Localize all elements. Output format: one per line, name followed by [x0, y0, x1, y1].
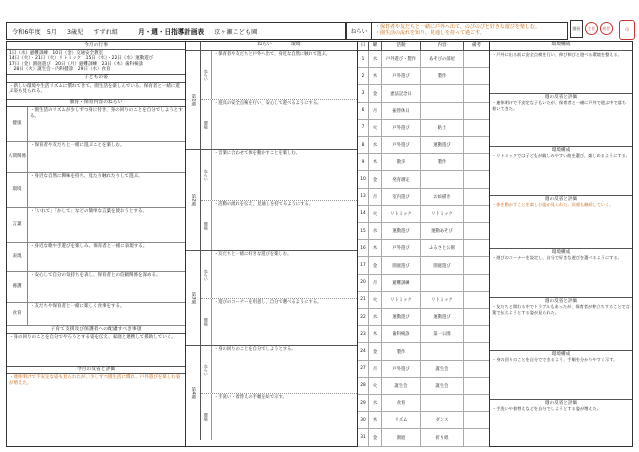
- cal-note: [464, 223, 489, 239]
- weekly-plan-header: ねらい 環境: [257, 42, 301, 47]
- care-key: 言葉: [7, 208, 28, 242]
- cal-weekday: 木: [369, 412, 382, 428]
- approval-stamps: [570, 20, 613, 38]
- week-label: 第4週: [186, 346, 201, 440]
- week-block: [186, 346, 357, 440]
- cal-activity: 振替休日: [382, 103, 421, 119]
- cal-weekday: 月: [369, 361, 382, 377]
- calendar-rows: [358, 51, 489, 447]
- cal-note: [464, 429, 489, 445]
- cal-activity: 運動遊び: [382, 223, 421, 239]
- side-stamp: 印: [619, 20, 635, 40]
- cal-activity: リトミック: [382, 292, 421, 308]
- eval-title: 週の反省と評価: [544, 299, 578, 304]
- col-activity: 活動: [382, 42, 421, 50]
- cal-content: リトミック: [421, 206, 464, 222]
- cal-day: 16: [358, 240, 369, 256]
- cal-weekday: 火: [369, 292, 382, 308]
- care-value: ・安心して自分の気持ちを表し、保育者との信頼関係を深める。: [30, 273, 161, 279]
- cal-day: 28: [358, 378, 369, 394]
- cal-day: 21: [358, 292, 369, 308]
- calendar-row: [358, 292, 489, 309]
- cal-day: 6: [358, 103, 369, 119]
- plan-header: [6, 22, 346, 40]
- cal-note: [464, 412, 489, 428]
- eval-text: ・手洗いや着替えなどを自分でしようとする姿が増えた。: [492, 406, 601, 412]
- eval-text: ・友だちと関わる中でトラブルもあったが、保育者が仲立ちすることで言葉で伝えようとする姿が見られた。: [492, 304, 630, 315]
- cal-weekday: 火: [369, 378, 382, 394]
- eval-text: ・連休明けで不安定な子もいたが、保育者と一緒に戸外で遊ぶ中で落ち着いてきた。: [492, 100, 627, 111]
- care-key: 表現: [7, 243, 28, 271]
- month-eval-text: ・連休明けで不安定な姿も見られたが、少しずつ園生活に慣れ、戸外遊びを楽しむ姿が増えた。: [9, 375, 181, 386]
- cal-weekday: 木: [369, 240, 382, 256]
- aim-line: ・園生活の流れを知り、見通しを持って過ごす。: [375, 30, 485, 36]
- cal-activity: 食育: [382, 395, 421, 411]
- cal-note: [464, 361, 489, 377]
- eval-text: ・戸外に出る前に安全点検を行い、伸び伸びと遊べる環境を整える。: [492, 52, 622, 57]
- cal-day: 2: [358, 68, 369, 84]
- eval-text: ・体を動かすことを楽しむ姿が見られた。次週も継続していく。: [492, 202, 614, 208]
- stamp-teacher: 担任: [600, 22, 613, 35]
- cal-content: 誕生会: [421, 361, 464, 377]
- care-value: ・保育者や友だちと一緒に遊ぶことを楽しむ。: [30, 143, 125, 149]
- monthly-overview: [6, 41, 186, 447]
- cal-weekday: 金: [369, 429, 382, 445]
- cal-day: 29: [358, 395, 369, 411]
- cal-content: リトミック: [421, 292, 464, 308]
- cal-content: ダンス: [421, 412, 464, 428]
- daily-calendar: [358, 41, 490, 447]
- child-header: 子どもの姿: [7, 75, 185, 83]
- cal-day: 20: [358, 275, 369, 291]
- cal-content: 粘土: [421, 120, 464, 136]
- care-value: ・身近な自然に興味を持ち、見たり触れたりして遊ぶ。: [30, 174, 143, 180]
- cal-weekday: 火: [369, 120, 382, 136]
- class-name: すずれ組: [93, 28, 119, 36]
- cal-activity: リズム: [382, 412, 421, 428]
- week-label: 第1週: [186, 51, 201, 149]
- cal-content: 誕生会: [421, 378, 464, 394]
- line-value: ・手洗い・着替えの手順を絵で示す。: [214, 395, 287, 400]
- cal-activity: 製作: [382, 343, 421, 359]
- cal-content: お絵描き: [421, 189, 464, 205]
- cal-note: [464, 171, 489, 187]
- plan-title: 月・週・日指導計画表: [138, 28, 205, 36]
- cal-day: 24: [358, 343, 369, 359]
- care-value: ・身近な歌や手遊びを楽しみ、保育者と一緒に表現する。: [30, 244, 148, 250]
- calendar-header: [358, 42, 489, 51]
- cal-day: 8: [358, 137, 369, 153]
- cal-note: [464, 51, 489, 67]
- eval-block: [490, 147, 632, 196]
- cal-content: [421, 171, 464, 187]
- line-value: ・遊びのコーナーを用意し、自分で選べるようにする。: [214, 300, 322, 305]
- cal-activity: 戸外遊び: [382, 120, 421, 136]
- weekly-plan: [186, 41, 358, 447]
- school-name: 京ヶ瀬こども園: [214, 28, 258, 36]
- eval-block: [490, 94, 632, 147]
- calendar-row: [358, 171, 489, 188]
- cal-day: 9: [358, 154, 369, 170]
- eval-title: 週の反省と評価: [544, 401, 578, 406]
- cal-weekday: 月: [369, 275, 382, 291]
- cal-note: [464, 154, 489, 170]
- cal-content: [421, 395, 464, 411]
- eval-block: [490, 298, 632, 351]
- care-key: 環境: [7, 173, 28, 207]
- line-value: ・身の回りのことを自分でしようとする。: [214, 347, 296, 352]
- line-value: ・音楽に合わせて体を動かすことを楽しむ。: [214, 151, 300, 156]
- care-row: [7, 272, 185, 303]
- care-row: [7, 303, 185, 326]
- week-block: [186, 150, 357, 251]
- cal-weekday: 金: [369, 171, 382, 187]
- cal-activity: 発育測定: [382, 171, 421, 187]
- care-key: 食育: [7, 303, 28, 325]
- week-label: 第3週: [186, 251, 201, 345]
- year-month: 令和6年度 5月: [12, 28, 57, 36]
- cal-weekday: 水: [369, 51, 382, 67]
- line-key: 環境: [201, 394, 212, 440]
- cal-day: 23: [358, 326, 369, 342]
- cal-note: [464, 137, 489, 153]
- cal-content: [421, 85, 464, 101]
- events-list: [7, 50, 185, 75]
- cal-weekday: 水: [369, 137, 382, 153]
- cal-day: 3: [358, 85, 369, 101]
- events-header: 今月の行事: [7, 42, 185, 50]
- aim-label: ねらい: [347, 23, 372, 39]
- cal-activity: 戸外遊び: [382, 361, 421, 377]
- stamp-chief: 主任: [585, 22, 598, 35]
- line-key: 環境: [201, 201, 212, 250]
- cal-day: 31: [358, 429, 369, 445]
- month-eval-header: 今月の反省と評価: [7, 367, 185, 375]
- calendar-row: [358, 395, 489, 412]
- calendar-row: [358, 68, 489, 85]
- family-header: 子育て支援及び保護者への配慮すべき事項: [7, 326, 185, 334]
- calendar-row: [358, 412, 489, 429]
- cal-content: あそびの部屋: [421, 51, 464, 67]
- cal-day: 10: [358, 171, 369, 187]
- care-row: [7, 107, 185, 142]
- cal-day: 15: [358, 223, 369, 239]
- calendar-row: [358, 343, 489, 360]
- care-row: [7, 208, 185, 243]
- cal-note: [464, 189, 489, 205]
- cal-note: [464, 68, 489, 84]
- cal-content: 製作: [421, 68, 464, 84]
- eval-title: 週の反省と評価: [544, 197, 578, 202]
- cal-weekday: 水: [369, 309, 382, 325]
- line-value: ・友だちと一緒に好きな遊びを楽しむ。: [214, 252, 292, 257]
- cal-weekday: 水: [369, 395, 382, 411]
- child-text: ・新しい環境や生活リズムに慣れてきて、園生活を楽しんでいる。保育者と一緒に遊ぶ姿も見られる。: [7, 83, 185, 100]
- event-line: 1日（水）避難訓練 10日（金）交通安全教室: [9, 50, 104, 56]
- eval-block: [490, 351, 632, 400]
- eval-text: ・身の回りのことを自分でできるよう、手順を分かりやすく示す。: [492, 357, 618, 363]
- calendar-row: [358, 103, 489, 120]
- cal-activity: 戸外遊び: [382, 137, 421, 153]
- cal-note: [464, 275, 489, 291]
- calendar-row: [358, 240, 489, 257]
- line-value: ・遊具の安全点検を行い、安心して遊べるようにする。: [214, 101, 322, 106]
- calendar-row: [358, 275, 489, 292]
- line-key: ねらい: [201, 51, 212, 99]
- family-text: ・身の回りのことを自分でやろうとする姿を伝え、家庭と連携して援助していく。: [7, 334, 185, 367]
- care-row: [7, 243, 185, 272]
- care-header: 教育・保育内容のねらい: [7, 100, 185, 108]
- care-key: 養護: [7, 272, 28, 302]
- cal-content: 園庭遊び: [421, 257, 464, 273]
- eval-block: [490, 51, 632, 94]
- cal-weekday: 火: [369, 206, 382, 222]
- cal-note: [464, 240, 489, 256]
- cal-activity: 戸外遊び: [382, 240, 421, 256]
- event-line: 28日（火）誕生会・内科健診 29日（水）食育: [9, 67, 111, 73]
- cal-day: 30: [358, 412, 369, 428]
- cal-weekday: 金: [369, 257, 382, 273]
- cal-note: [464, 309, 489, 325]
- care-key: 健康: [7, 107, 28, 141]
- cal-note: [464, 378, 489, 394]
- cal-content: 運動遊び: [421, 309, 464, 325]
- calendar-row: [358, 361, 489, 378]
- care-row: [7, 173, 185, 208]
- calendar-row: [358, 429, 489, 446]
- cal-activity: リトミック: [382, 206, 421, 222]
- cal-weekday: 月: [369, 189, 382, 205]
- cal-content: 運動遊び: [421, 137, 464, 153]
- calendar-row: [358, 154, 489, 171]
- cal-weekday: 木: [369, 68, 382, 84]
- cal-note: [464, 395, 489, 411]
- age: 3歳児: [67, 28, 84, 36]
- cal-note: [464, 103, 489, 119]
- eval-block: [490, 249, 632, 298]
- cal-activity: 散歩: [382, 154, 421, 170]
- calendar-row: [358, 51, 489, 68]
- event-line: 17日（金）園庭遊び 20日（月）避難訓練 23日（木）歯科検診: [9, 61, 144, 67]
- cal-content: [421, 343, 464, 359]
- event-line: 14日（火）・21日（火）リトミック 15日（水）・22日（水）運動遊び: [9, 56, 154, 62]
- cal-note: [464, 292, 489, 308]
- cal-day: 17: [358, 257, 369, 273]
- environment-evaluation: [490, 41, 633, 447]
- eval-title: 環境構成: [551, 148, 571, 153]
- col-content: 内容: [421, 42, 464, 50]
- eval-title: 環境構成: [551, 250, 571, 255]
- cal-note: [464, 343, 489, 359]
- line-key: 環境: [201, 299, 212, 345]
- cal-activity: 避難訓練: [382, 275, 421, 291]
- line-key: ねらい: [201, 346, 212, 393]
- cal-day: 14: [358, 206, 369, 222]
- cal-content: [421, 103, 464, 119]
- cal-content: 製作: [421, 154, 464, 170]
- cal-weekday: 月: [369, 103, 382, 119]
- calendar-row: [358, 85, 489, 102]
- eval-block: [490, 400, 632, 413]
- cal-activity: 誕生会: [382, 378, 421, 394]
- cal-weekday: 木: [369, 326, 382, 342]
- cal-weekday: 水: [369, 223, 382, 239]
- cal-note: [464, 85, 489, 101]
- cal-note: [464, 206, 489, 222]
- care-value: ・友だちや保育者と一緒に楽しく食事をする。: [30, 304, 125, 310]
- cal-note: [464, 257, 489, 273]
- calendar-row: [358, 378, 489, 395]
- calendar-row: [358, 309, 489, 326]
- cal-note: [464, 326, 489, 342]
- cal-day: 27: [358, 361, 369, 377]
- month-aim: [346, 22, 568, 40]
- calendar-row: [358, 189, 489, 206]
- care-row: [7, 142, 185, 173]
- eval-text: ・リトミックでは子どもが親しみやすい曲を選び、楽しめるようにする。: [492, 153, 630, 159]
- cal-activity: 室内遊び: [382, 189, 421, 205]
- cal-activity: 憲法記念日: [382, 85, 421, 101]
- line-key: 環境: [201, 100, 212, 149]
- col-note: 備考: [472, 43, 481, 48]
- cal-content: [421, 275, 464, 291]
- col-day: 日: [358, 42, 369, 50]
- calendar-row: [358, 206, 489, 223]
- cal-weekday: 金: [369, 85, 382, 101]
- calendar-row: [358, 223, 489, 240]
- env-header: 環境構成: [490, 42, 632, 51]
- calendar-row: [358, 257, 489, 274]
- cal-content: 運動あそび: [421, 223, 464, 239]
- col-weekday: 曜: [369, 42, 382, 50]
- cal-day: 1: [358, 51, 369, 67]
- cal-note: [464, 120, 489, 136]
- care-key: 人間関係: [7, 142, 28, 172]
- cal-content: ふるさと公園: [421, 240, 464, 256]
- calendar-row: [358, 137, 489, 154]
- cal-activity: 運動遊び: [382, 309, 421, 325]
- line-key: ねらい: [201, 150, 212, 200]
- care-value: ・園生活のリズムが少しずつ身に付き、身の回りのことを自分でしようとする。: [30, 108, 183, 119]
- cal-day: 13: [358, 189, 369, 205]
- line-key: ねらい: [201, 251, 212, 298]
- cal-content: 折り紙: [421, 429, 464, 445]
- cal-activity: 園庭遊び: [382, 257, 421, 273]
- cal-weekday: 木: [369, 154, 382, 170]
- cal-day: 22: [358, 309, 369, 325]
- cal-activity: 戸外遊び・製作: [382, 51, 421, 67]
- stamp-principal: 園長: [570, 20, 583, 38]
- week-label: 第2週: [186, 150, 201, 250]
- cal-content: 第一公園: [421, 326, 464, 342]
- calendar-row: [358, 120, 489, 137]
- eval-title: 週の反省と評価: [544, 95, 578, 100]
- cal-weekday: 金: [369, 343, 382, 359]
- cal-activity: 歯科検診: [382, 326, 421, 342]
- eval-title: 環境構成: [551, 352, 571, 357]
- week-block: [186, 251, 357, 346]
- week-block: [186, 51, 357, 150]
- line-value: ・活動の流れを伝え、見通しを持てるようにする。: [214, 202, 314, 207]
- care-value: ・「いれて」「かして」などの簡単な言葉を使おうとする。: [30, 209, 147, 215]
- aim-line: ・保育者や友だちと一緒に戸外へ出て、のびのびと好きな遊びを楽しむ。: [375, 24, 540, 30]
- eval-block: [490, 196, 632, 249]
- line-value: ・保育者や友だちと戸外へ出て、身近な自然に触れて遊ぶ。: [214, 52, 331, 57]
- eval-text: ・遊びのコーナーを設定し、自分で好きな遊びを選べるようにする。: [492, 255, 622, 261]
- cal-activity: 園庭: [382, 429, 421, 445]
- cal-day: 7: [358, 120, 369, 136]
- cal-activity: 戸外遊び: [382, 68, 421, 84]
- calendar-row: [358, 326, 489, 343]
